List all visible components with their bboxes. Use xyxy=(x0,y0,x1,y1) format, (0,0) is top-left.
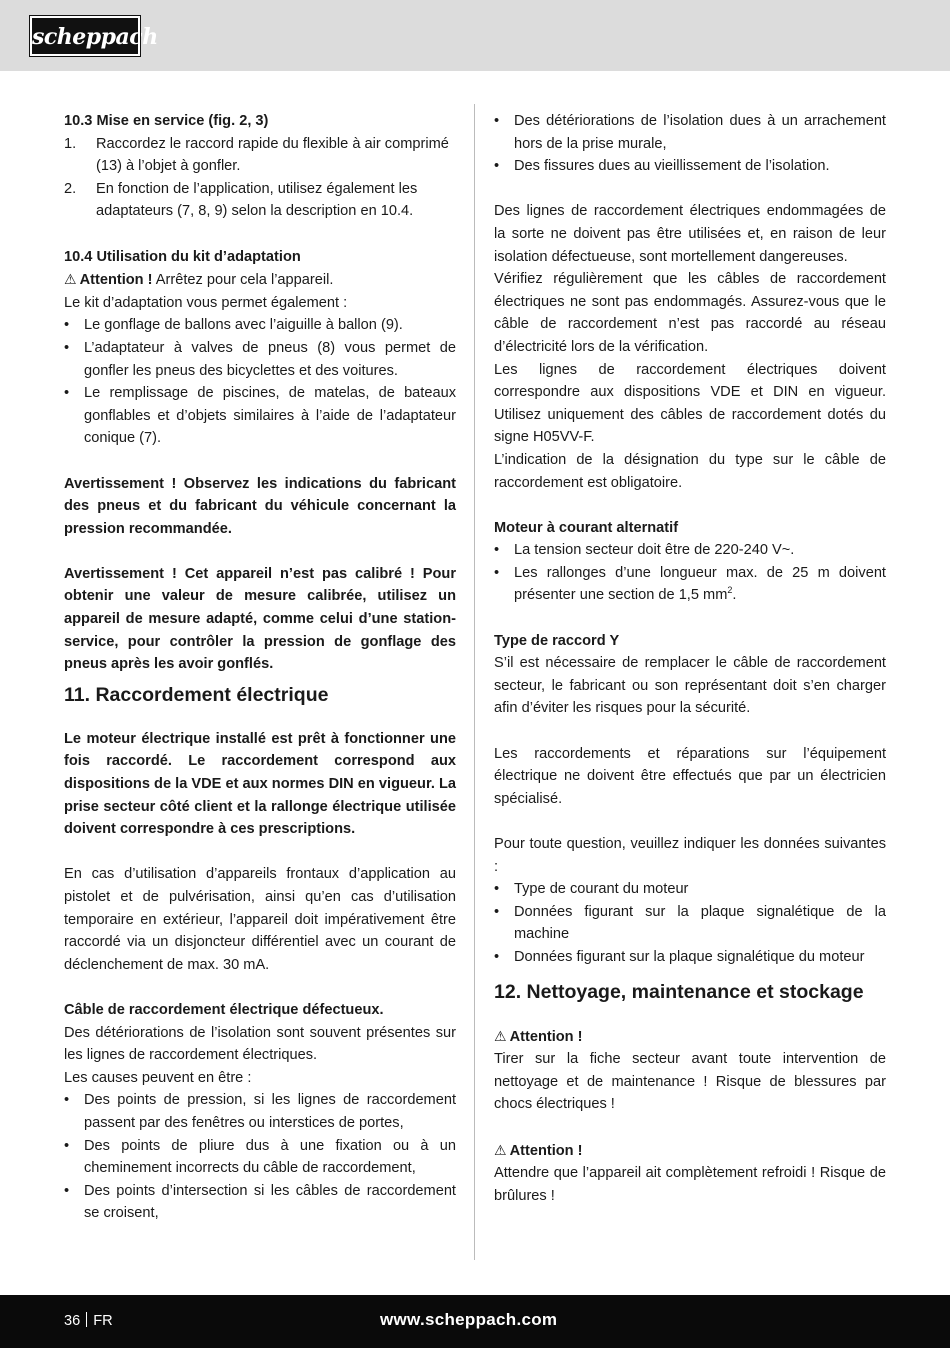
list-item-text: Le gonflage de ballons avec l’aiguille à ballon (9). xyxy=(84,317,403,334)
column-divider xyxy=(474,104,475,1260)
item-text: En fonction de l’application, utilisez également les adaptateurs (7, 8, 9) selon la description en 10.4. xyxy=(96,180,418,220)
list-item xyxy=(494,155,886,178)
bullet: • xyxy=(494,564,500,581)
list-item xyxy=(494,878,886,901)
bullet: • xyxy=(494,158,500,175)
bullet: • xyxy=(64,339,70,356)
bullet: • xyxy=(494,881,500,898)
damaged-lines-paragraph: Des lignes de raccordement électriques endommagées de la sorte ne doivent pas être utilisées et, en raison de leur isolation défectueuse, sont mortellement dangereuses. xyxy=(494,203,886,265)
list-item-text: Type de courant du moteur xyxy=(514,881,689,898)
list-item-text: Des points d’intersection si les câbles de raccordement se croisent, xyxy=(84,1182,456,1222)
list-item-text: L’adaptateur à valves de pneus (8) vous permet de gonfler les pneus des bicyclettes et des voitures. xyxy=(84,339,456,379)
numbered-item xyxy=(64,178,456,223)
section-11-rcd-paragraph: En cas d’utilisation d’appareils frontaux d’application au pistolet et de pulvérisation, ainsi qu’en cas d’utilisation temporaire en extérieur, l’appareil doit impérativement être raccordé via un disjoncteur différentiel avec un courant de déclenchement de max. 30 mA. xyxy=(64,866,456,973)
defective-cable-title: Câble de raccordement électrique défectueux. xyxy=(64,1001,384,1018)
list-item xyxy=(64,337,456,382)
bullet: • xyxy=(64,1137,70,1154)
superscript: 2 xyxy=(727,585,733,596)
list-item xyxy=(64,382,456,450)
item-number: 2. xyxy=(64,180,77,197)
attention-label: Attention ! xyxy=(509,1028,583,1045)
bullet: • xyxy=(64,385,70,402)
section-11-intro: Le moteur électrique installé est prêt à fonctionner une fois raccordé. Le raccordement correspond aux dispositions de la VDE et aux normes DIN en vigueur. La prise secteur côté client et la rallonge électrique utilisée doivent correspondre à ces prescriptions. xyxy=(64,730,456,838)
left-column xyxy=(64,110,456,1225)
defective-cable-paragraph: Des détériorations de l’isolation sont souvent présentes sur les lignes de raccordement électriques. xyxy=(64,1024,456,1064)
questions-paragraph: Pour toute question, veuillez indiquer les données suivantes : xyxy=(494,836,886,875)
ac-motor-title: Moteur à courant alternatif xyxy=(494,519,679,536)
list-item xyxy=(64,314,456,337)
list-item-text: Des détériorations de l’isolation dues à un arrachement hors de la prise murale, xyxy=(514,113,886,152)
list-item-text: Des points de pression, si les lignes de raccordement passent par des fenêtres ou interstices de portes, xyxy=(84,1092,456,1131)
website-url: www.scheppach.com xyxy=(380,1310,558,1329)
page-indicator xyxy=(64,1310,113,1332)
list-item xyxy=(64,1180,456,1225)
separator xyxy=(86,1312,87,1327)
period: . xyxy=(732,587,737,604)
list-item-text xyxy=(514,562,886,607)
bullet: • xyxy=(64,317,70,334)
bullet: • xyxy=(494,113,500,129)
connection-type-y-title: Type de raccord Y xyxy=(494,632,620,649)
attention-heading xyxy=(494,1139,886,1163)
unplug-paragraph: Tirer sur la fiche secteur avant toute intervention de nettoyage et de maintenance ! Risque de blessures par chocs électriques ! xyxy=(494,1051,886,1113)
repairs-paragraph: Les raccordements et réparations sur l’équipement électrique ne doivent être effectués que par un électricien spécialisé. xyxy=(494,745,886,807)
extension-cord-text: Les rallonges d’une longueur max. de 25 m doivent présenter une section de 1,5 mm xyxy=(514,564,886,604)
list-item-text: Le remplissage de piscines, de matelas, de bateaux gonflables et d’objets similaires à l’aide de l’adaptateur conique (7). xyxy=(84,385,456,447)
section-10-3-title: 10.3 Mise en service (fig. 2, 3) xyxy=(64,113,269,129)
bullet: • xyxy=(494,948,500,965)
attention-label: Attention ! xyxy=(509,1142,583,1159)
warning-calibration: Avertissement ! Cet appareil n’est pas calibré ! Pour obtenir une valeur de mesure calibrée, utilisez un appareil de mesure adapté, comme celui d’une station-service, pour contrôler la pression de gonflage des pneus après les avoir gonflés. xyxy=(64,565,456,673)
item-text: Raccordez le raccord rapide du flexible à air comprimé (13) à l’objet à gonfler. xyxy=(96,135,449,175)
cooldown-paragraph: Attendre que l’appareil ait complètement refroidi ! Risque de brûlures ! xyxy=(494,1165,886,1204)
attention-line xyxy=(64,268,456,292)
list-item xyxy=(494,901,886,946)
bullet: • xyxy=(64,1092,70,1109)
list-item-text: La tension secteur doit être de 220-240 V~. xyxy=(514,542,795,559)
list-item-text: Données figurant sur la plaque signalétique du moteur xyxy=(514,948,865,965)
right-column xyxy=(494,110,886,1207)
list-item-text: Données figurant sur la plaque signalétique de la machine xyxy=(514,903,886,943)
page-number: 36 xyxy=(64,1313,81,1329)
section-12-heading: 12. Nettoyage, maintenance et stockage xyxy=(494,980,864,1003)
warning-triangle-icon: ⚠ xyxy=(64,271,77,288)
item-number: 1. xyxy=(64,135,77,152)
footer-bar xyxy=(0,1295,950,1348)
bullet: • xyxy=(494,542,500,559)
bullet: • xyxy=(494,903,500,920)
check-cables-paragraph: Vérifiez régulièrement que les câbles de raccordement électriques ne sont pas endommagés. Assurez-vous que le câble de raccordement n’est pas raccordé au réseau d’électricité lors de la vérification. xyxy=(494,271,886,355)
section-11-heading: 11. Raccordement électrique xyxy=(64,683,329,706)
list-item xyxy=(494,946,886,969)
bullet: • xyxy=(64,1182,70,1199)
section-10-4-title: 10.4 Utilisation du kit d’adaptation xyxy=(64,248,301,265)
standards-paragraph: Les lignes de raccordement électriques doivent correspondre aux dispositions VDE et DIN en vigueur. Utilisez uniquement des câbles de raccordement dotés du signe H05VV-F. xyxy=(494,361,886,446)
connection-type-y-paragraph: S’il est nécessaire de remplacer le câble de raccordement secteur, le fabricant ou son représentant doit s’en charger afin d’éviter les risques pour la sécurité. xyxy=(494,655,886,717)
kit-intro: Le kit d’adaptation vous permet également : xyxy=(64,294,348,311)
list-item xyxy=(494,110,886,155)
language-code: FR xyxy=(93,1313,113,1329)
type-designation-paragraph: L’indication de la désignation du type sur le câble de raccordement est obligatoire. xyxy=(494,451,886,491)
list-item xyxy=(64,1089,456,1134)
scheppach-logo: scheppach xyxy=(30,16,140,56)
attention-heading xyxy=(494,1025,886,1049)
header-bar xyxy=(0,0,950,71)
warning-triangle-icon: ⚠ xyxy=(494,1141,507,1158)
warning-triangle-icon: ⚠ xyxy=(494,1027,507,1044)
list-item xyxy=(64,1135,456,1180)
list-item xyxy=(494,562,886,607)
list-item-text: Des fissures dues au vieillissement de l’isolation. xyxy=(514,158,830,175)
list-item-text: Des points de pliure dus à une fixation ou à un cheminement incorrects du câble de raccordement, xyxy=(84,1137,456,1177)
attention-text: Arrêtez pour cela l’appareil. xyxy=(152,272,334,289)
list-item xyxy=(494,539,886,562)
warning-pressure: Avertissement ! Observez les indications du fabricant des pneus et du fabricant du véhicule concernant la pression recommandée. xyxy=(64,475,456,537)
causes-intro: Les causes peuvent en être : xyxy=(64,1069,252,1086)
attention-label: Attention ! xyxy=(79,272,153,289)
numbered-item xyxy=(64,133,456,178)
